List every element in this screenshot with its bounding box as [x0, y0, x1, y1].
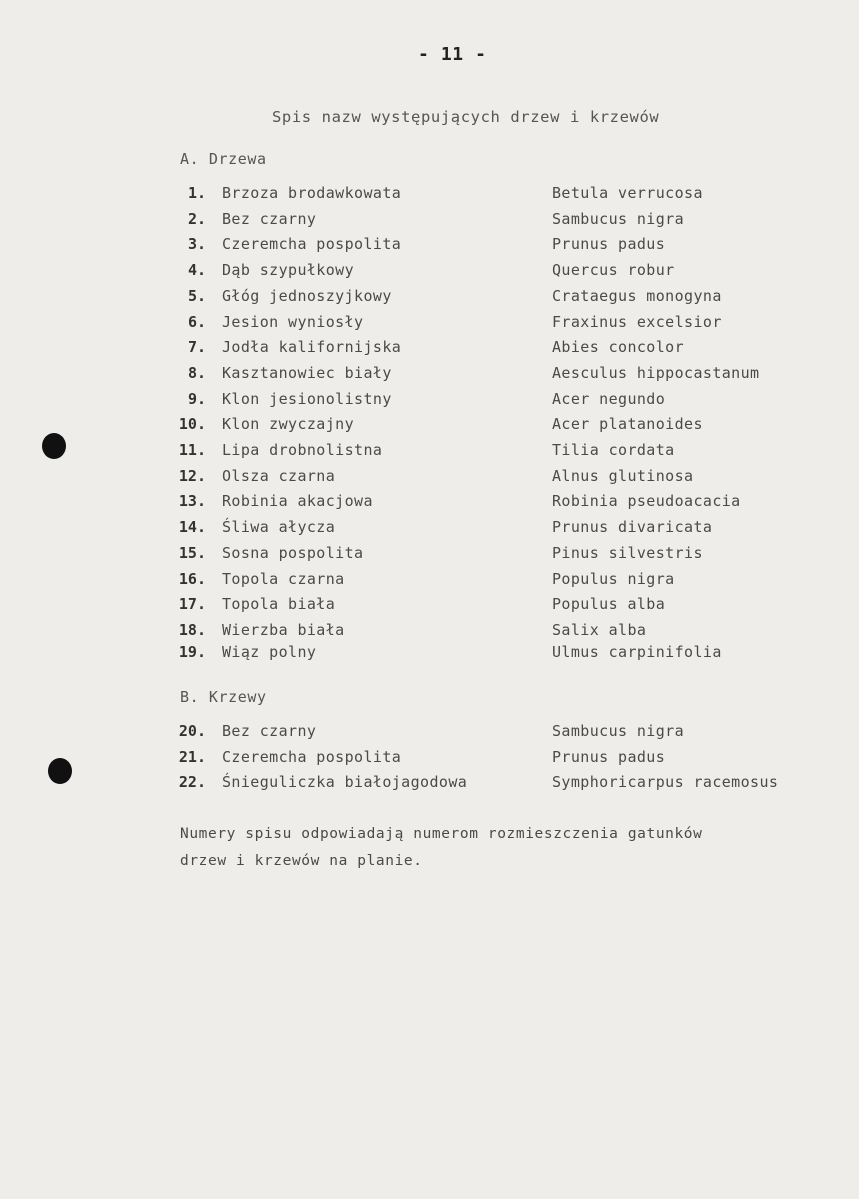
- item-number: 17.: [178, 595, 206, 614]
- item-number: 18.: [178, 620, 206, 639]
- polish-name: Dąb szypułkowy: [222, 261, 355, 280]
- section-heading-shrubs: B. Krzewy: [180, 688, 267, 706]
- latin-name: Pinus silvestris: [552, 543, 703, 562]
- item-number: 22.: [178, 773, 206, 791]
- item-number: 10.: [178, 415, 206, 434]
- latin-name: Sambucus nigra: [552, 722, 685, 740]
- polish-name: Topola czarna: [222, 569, 345, 588]
- polish-name: Brzoza brodawkowata: [222, 184, 402, 202]
- polish-name: Głóg jednoszyjkowy: [222, 286, 392, 305]
- polish-name: Bez czarny: [222, 722, 317, 740]
- polish-name: Klon jesionolistny: [222, 389, 392, 408]
- polish-name: Bez czarny: [222, 209, 317, 228]
- item-number: 8.: [187, 363, 206, 382]
- latin-name: Tilia cordata: [552, 441, 675, 459]
- section-heading-trees: A. Drzewa: [180, 150, 267, 168]
- latin-name: Quercus robur: [552, 261, 675, 280]
- latin-name: Acer negundo: [552, 389, 666, 408]
- polish-name: Wiąz polny: [222, 642, 317, 661]
- latin-name: Alnus glutinosa: [552, 466, 694, 485]
- polish-name: Robinia akacjowa: [222, 492, 373, 511]
- latin-name: Robinia pseudoacacia: [552, 492, 741, 511]
- latin-name: Symphoricarpus racemosus: [552, 773, 779, 791]
- polish-name: Klon zwyczajny: [222, 415, 355, 434]
- footnote-line-1: Numery spisu odpowiadają numerom rozmieszczenia gatunków: [180, 826, 703, 842]
- item-number: 7.: [187, 338, 206, 357]
- polish-name: Śnieguliczka białojagodowa: [222, 773, 468, 791]
- page-number: - 11 -: [418, 44, 487, 65]
- polish-name: Lipa drobnolistna: [222, 441, 383, 459]
- item-number: 2.: [187, 209, 206, 228]
- item-number: 19.: [178, 642, 206, 661]
- item-number: 13.: [178, 492, 206, 511]
- latin-name: Prunus divaricata: [552, 518, 713, 537]
- polish-name: Sosna pospolita: [222, 543, 364, 562]
- latin-name: Aesculus hippocastanum: [552, 363, 760, 382]
- latin-name: Betula verrucosa: [552, 184, 703, 202]
- latin-name: Salix alba: [552, 620, 647, 639]
- latin-name: Abies concolor: [552, 338, 685, 357]
- item-number: 14.: [178, 518, 206, 537]
- item-number: 21.: [178, 747, 206, 766]
- item-number: 4.: [187, 261, 206, 280]
- polish-name: Kasztanowiec biały: [222, 363, 392, 382]
- latin-name: Prunus padus: [552, 747, 666, 766]
- polish-name: Śliwa ałycza: [222, 518, 336, 537]
- latin-name: Prunus padus: [552, 235, 666, 254]
- polish-name: Czeremcha pospolita: [222, 747, 402, 766]
- latin-name: Acer platanoides: [552, 415, 703, 434]
- polish-name: Jodła kalifornijska: [222, 338, 402, 357]
- item-number: 16.: [178, 569, 206, 588]
- latin-name: Fraxinus excelsior: [552, 312, 722, 331]
- latin-name: Populus nigra: [552, 569, 675, 588]
- punch-hole-bottom: [48, 758, 72, 784]
- item-number: 3.: [187, 235, 206, 254]
- item-number: 12.: [178, 466, 206, 485]
- polish-name: Topola biała: [222, 595, 336, 614]
- footnote-line-2: drzew i krzewów na planie.: [180, 853, 423, 869]
- polish-name: Olsza czarna: [222, 466, 336, 485]
- item-number: 15.: [178, 543, 206, 562]
- punch-hole-top: [42, 433, 66, 459]
- item-number: 1.: [187, 184, 206, 202]
- latin-name: Ulmus carpinifolia: [552, 642, 722, 661]
- latin-name: Populus alba: [552, 595, 666, 614]
- item-number: 20.: [178, 722, 206, 740]
- item-number: 6.: [187, 312, 206, 331]
- item-number: 5.: [187, 286, 206, 305]
- item-number: 9.: [187, 389, 206, 408]
- latin-name: Crataegus monogyna: [552, 286, 722, 305]
- polish-name: Czeremcha pospolita: [222, 235, 402, 254]
- polish-name: Wierzba biała: [222, 620, 345, 639]
- latin-name: Sambucus nigra: [552, 209, 685, 228]
- polish-name: Jesion wyniosły: [222, 312, 364, 331]
- item-number: 11.: [178, 441, 206, 459]
- list-title: Spis nazw występujących drzew i krzewów: [272, 108, 660, 126]
